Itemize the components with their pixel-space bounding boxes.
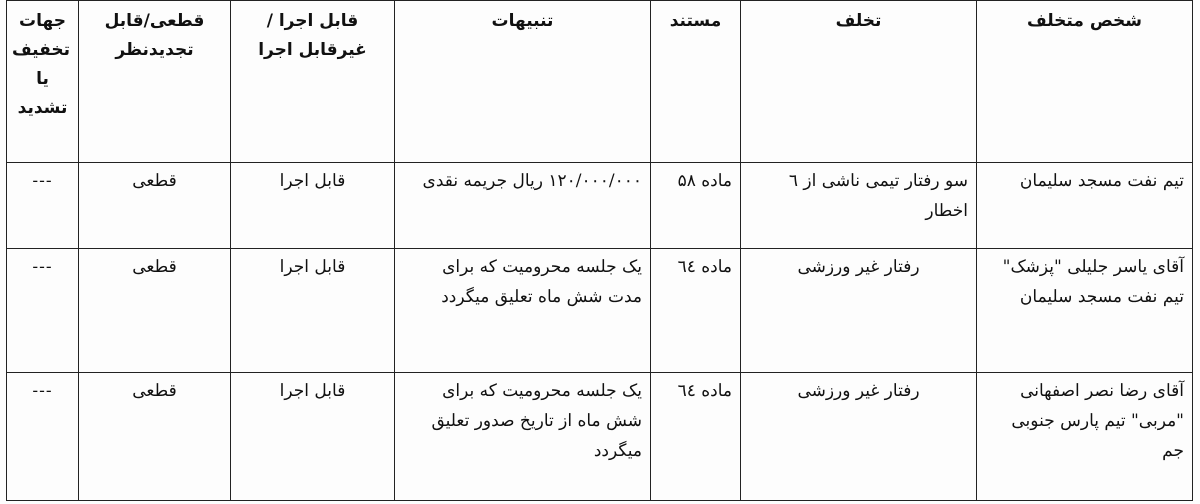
cell-finality: قطعی [79, 373, 231, 501]
cell-basis: ماده ٦٤ [651, 373, 741, 501]
cell-enforceable: قابل اجرا [231, 373, 395, 501]
cell-finality: قطعی [79, 249, 231, 373]
header-row [7, 1, 1193, 163]
cell-enforceable: قابل اجرا [231, 163, 395, 249]
header-mitigation: جهات تخفیف یا تشدید [7, 1, 79, 163]
cell-penalty: یک جلسه محرومیت که برای مدت شش ماه تعلیق میگردد [395, 249, 651, 373]
header-basis: مستند [651, 1, 741, 163]
header-violation: تخلف [741, 1, 977, 163]
cell-person: آقای رضا نصر اصفهانی "مربی" تیم پارس جنوبی جم [977, 373, 1193, 501]
cell-basis: ماده ۵۸ [651, 163, 741, 249]
cell-mitigation: --- [7, 249, 79, 373]
cell-violation: رفتار غیر ورزشی [741, 373, 977, 501]
cell-basis: ماده ٦٤ [651, 249, 741, 373]
cell-person: آقای یاسر جلیلی "پزشک" تیم نفت مسجد سلیمان [977, 249, 1193, 373]
disciplinary-table [6, 0, 1193, 501]
table-row [7, 249, 1193, 373]
header-enforceable: قابل اجرا /غیرقابل اجرا [231, 1, 395, 163]
header-person: شخص متخلف [977, 1, 1193, 163]
cell-mitigation: --- [7, 373, 79, 501]
cell-mitigation: --- [7, 163, 79, 249]
header-finality: قطعی/قابل تجدیدنظر [79, 1, 231, 163]
table-row [7, 373, 1193, 501]
cell-person: تیم نفت مسجد سلیمان [977, 163, 1193, 249]
cell-violation: سو رفتار تیمی ناشی از ٦ اخطار [741, 163, 977, 249]
cell-violation: رفتار غیر ورزشی [741, 249, 977, 373]
table-row [7, 163, 1193, 249]
cell-penalty: یک جلسه محرومیت که برای شش ماه از تاریخ صدور تعلیق میگردد [395, 373, 651, 501]
cell-enforceable: قابل اجرا [231, 249, 395, 373]
cell-finality: قطعی [79, 163, 231, 249]
cell-penalty: ۱۲۰/۰۰۰/۰۰۰ ریال جریمه نقدی [395, 163, 651, 249]
header-penalty: تنبیهات [395, 1, 651, 163]
